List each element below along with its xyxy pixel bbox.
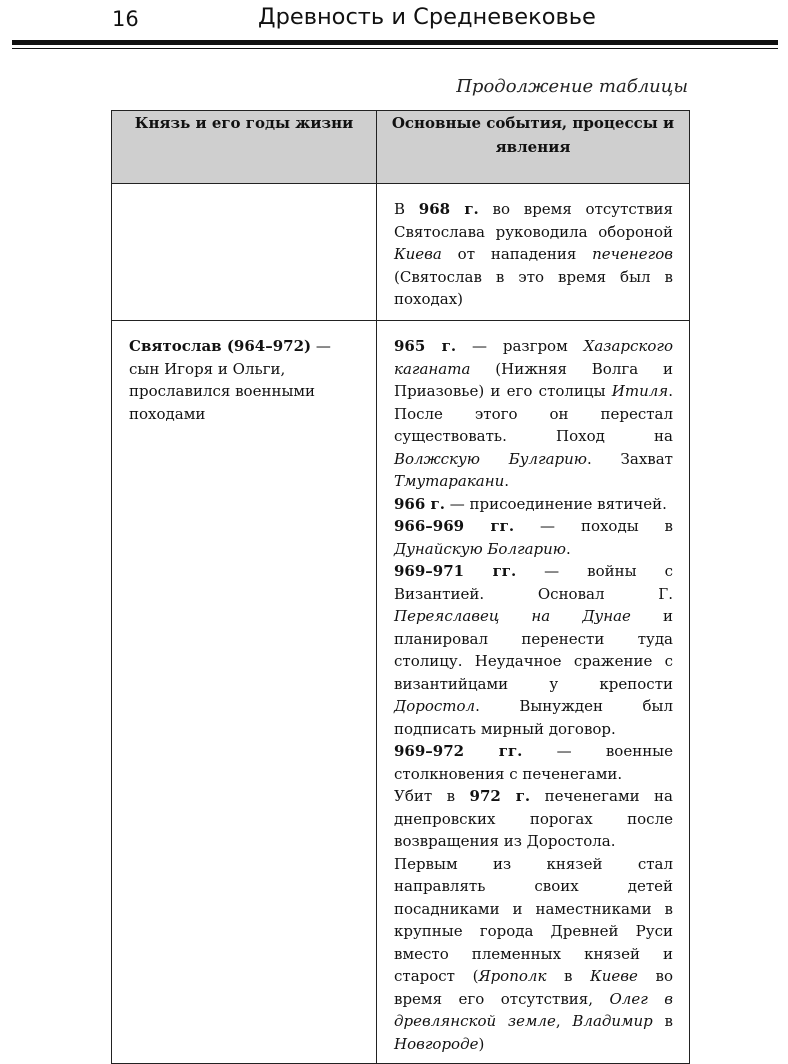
table-row [112, 184, 690, 321]
table-row [112, 321, 690, 1064]
bold-text: Святослав (964–972) [129, 337, 312, 355]
cell-paragraph [394, 853, 673, 1056]
italic-text: Киева [394, 245, 442, 263]
column-header-events: Основные события, процессы и явления [377, 111, 690, 184]
italic-text: Волжскую Булгарию [394, 449, 587, 468]
table-header-row [112, 111, 690, 184]
text-run: в [546, 967, 591, 985]
table-cell-events [377, 184, 690, 321]
text-run: от нападения [441, 245, 593, 263]
italic-text: Доростол [394, 697, 476, 715]
italic-text: Киеве [590, 967, 638, 985]
bold-text: 969–972 гг. [394, 742, 523, 760]
italic-text: Дунайскую Болгарию [394, 539, 567, 558]
header-rule-thick [12, 40, 778, 45]
cell-paragraph [394, 515, 673, 560]
column-header-prince: Князь и его годы жизни [112, 111, 377, 184]
table-cell-events [377, 321, 690, 1064]
header-rule-thin [12, 48, 778, 49]
text-run: — военные столкновения с печенегами. [394, 742, 674, 783]
text-run: и планировал перенести туда столицу. Неудачное сражение с византийцами у крепости [394, 607, 673, 693]
text-run: ) [478, 1034, 485, 1053]
text-run: , [555, 1012, 573, 1030]
bold-text: 972 г. [469, 787, 531, 805]
italic-text: Олег в древлянской земле [394, 989, 673, 1030]
text-run: — походы в [514, 517, 673, 535]
cell-paragraph [394, 560, 673, 740]
history-table [111, 110, 690, 1064]
table-cell-prince [112, 184, 377, 321]
text-run: . Вынужден был подписать мирный договор. [394, 697, 673, 738]
text-run: . Захват [586, 449, 673, 468]
text-run: — сын Игоря и Ольги, прославился военными походами [129, 337, 331, 423]
cell-paragraph [394, 198, 673, 311]
cell-paragraph [394, 335, 673, 493]
cell-paragraph [129, 335, 360, 425]
italic-text: печенегов [592, 245, 673, 263]
text-run: Первым из князей стал направлять своих детей посадниками и наместниками в крупные города Древней Руси вместо племенных князей и старост ( [394, 854, 673, 985]
cell-paragraph [394, 493, 673, 516]
text-run: . После этого он перестал существовать. Поход на [394, 382, 673, 445]
italic-text: Тмутаракани [394, 472, 505, 490]
bold-text: 965 г. [394, 337, 457, 355]
text-run: Убит в [394, 787, 470, 805]
italic-text: Итиля [611, 382, 669, 400]
text-run: печенегами на днепровских порогах после возвращения из Доростола. [394, 787, 673, 850]
italic-text: Переяславец на Дунае [394, 607, 631, 625]
text-run: — присоединение вятичей. [444, 494, 667, 513]
text-run: — войны с Византией. Основал Г. [394, 562, 673, 603]
running-title: Древность и Средневековье [258, 4, 596, 30]
cell-paragraph [394, 740, 673, 785]
text-run: (Святослав в это время был в походах) [394, 267, 673, 308]
page-number: 16 [112, 7, 139, 31]
text-run: во время его отсутствия, [394, 967, 673, 1008]
cell-paragraph [394, 785, 673, 853]
bold-text: 968 г. [418, 200, 479, 218]
text-run: во время отсутствия Святослава руководила обороной [394, 200, 674, 241]
italic-text: Владимир [572, 1012, 653, 1030]
text-run: . [566, 539, 571, 558]
text-run: (Нижняя Волга и Приазовье) и его столицы [394, 359, 673, 400]
italic-text: Новгороде [394, 1034, 479, 1053]
italic-text: Хазарского каганата [394, 337, 673, 378]
italic-text: Ярополк [478, 967, 547, 985]
continuation-label: Продолжение таблицы [456, 76, 688, 97]
bold-text: 966 г. [394, 494, 445, 513]
text-run: — разгром [456, 337, 584, 355]
text-run: . [504, 472, 510, 490]
table-cell-prince [112, 321, 377, 1064]
text-run: в [652, 1012, 673, 1030]
bold-text: 969–971 гг. [394, 562, 517, 580]
bold-text: 966–969 гг. [394, 517, 515, 535]
text-run: В [394, 200, 419, 218]
